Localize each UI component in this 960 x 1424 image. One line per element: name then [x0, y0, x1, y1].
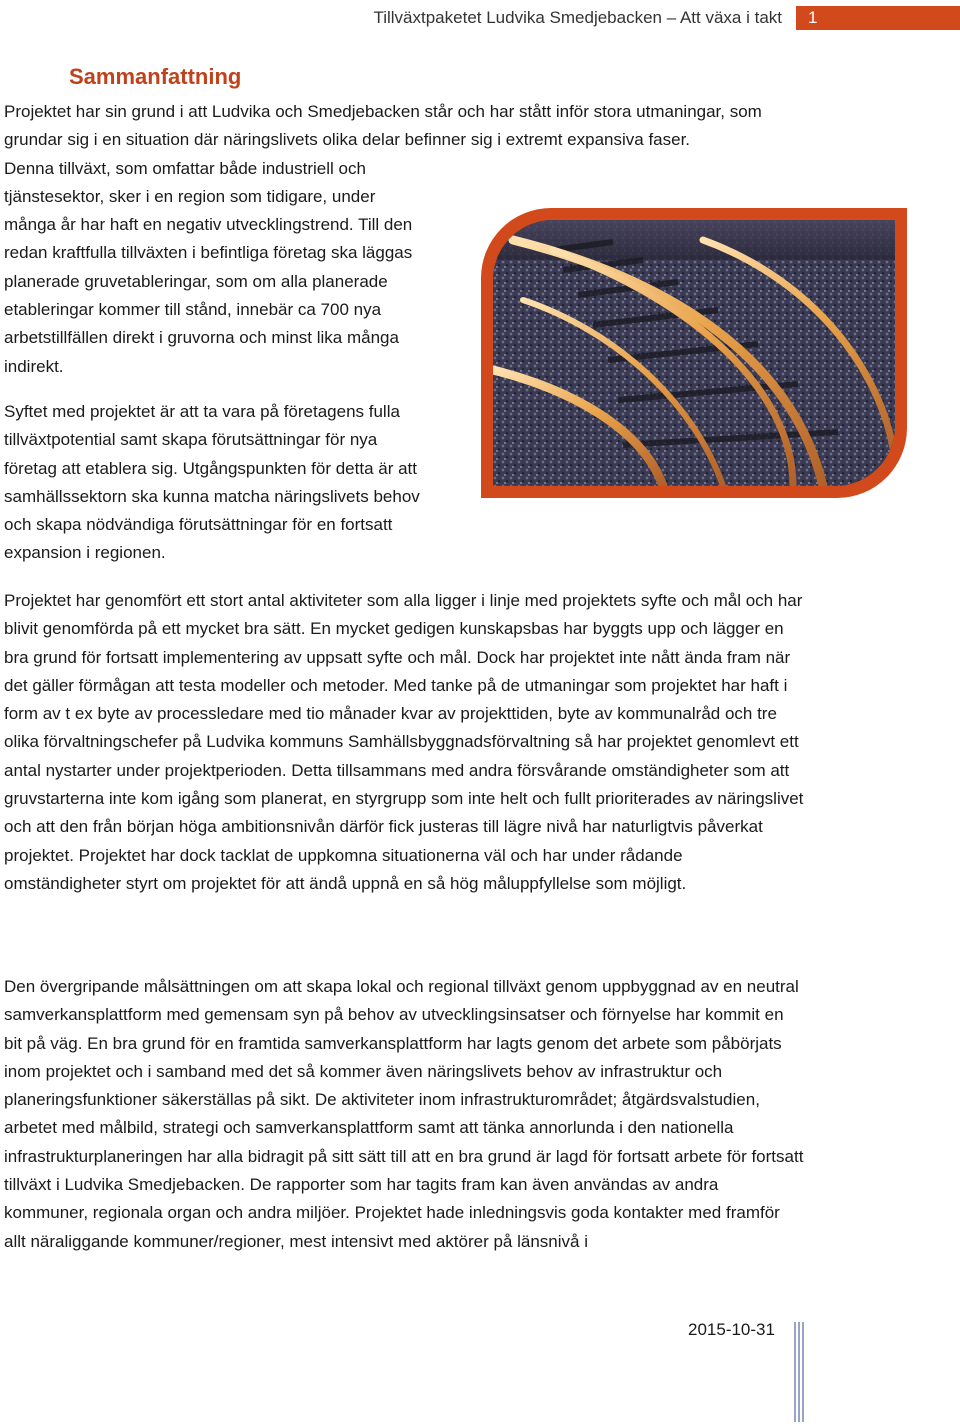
page-header: [0, 0, 960, 36]
page-number-badge: 1: [796, 6, 960, 30]
paragraph-purpose: Syftet med projektet är att ta vara på företagens fulla tillväxtpotential samt skapa förutsättningar för nya företag att etablera sig. Utgångspunkten för detta är att samhällssektorn ska kunna matcha näringslivets behov och skapa nödvändiga förutsättningar för en fortsatt expansion i regionen.: [4, 402, 420, 563]
railway-tracks-illustration: [493, 220, 895, 486]
document-title: Tillväxtpaketet Ludvika Smedjebacken – Att växa i takt: [373, 8, 782, 27]
paragraph-intro-wrapped: Denna tillväxt, som omfattar både industriell och tjänstesektor, sker i en region som tidigare, under många år har haft en negativ utvecklingstrend. Till den redan kraftfulla tillväxten i befintliga företag ska läggas planerade gruvetableringar, som om alla planerade etableringar kommer till stånd, innebär ca 700 nya arbetstillfällen direkt i gruvorna och minst lika många indirekt.: [4, 158, 413, 376]
railway-tracks-photo: [493, 220, 895, 486]
section-heading: Sammanfattning: [69, 64, 242, 89]
railway-photo-frame: [481, 208, 907, 498]
paragraph-activities: Projektet har genomfört ett stort antal aktiviteter som alla ligger i linje med projektets syfte och mål och har blivit genomförda på ett mycket bra sätt. En mycket gedigen kunskapsbas har byggts upp och lägger en bra grund för fortsatt implementering av uppsatt syfte och mål. Dock har projektet inte nått ända fram när det gäller förmågan att testa modeller och metoder. Med tanke på de utmaningar som projektet har haft i form av t ex byte av processledare med tio månader kvar av projekttiden, byte av kommunalråd och tre olika förvaltningschefer på Ludvika kommuns Samhällsbyggnadsförvaltning så har projektet genomlevt ett antal nystarter under projektperioden. Detta tillsammans med andra försvårande omständigheter som att gruvstarterna inte kom igång som planerat, en styrgrupp som inte helt och fullt prioriterades av näringslivet och att den från början höga ambitionsnivån därför fick justeras till lägre nivå har naturligtvis påverkat projektet. Projektet har dock tacklat de uppkomna situationerna väl och har under rådande omständigheter styrt om projektet för att ändå uppnå en så hög måluppfyllelse som möjligt.: [4, 591, 804, 893]
footer-decorative-lines: [794, 1322, 808, 1422]
footer-date: 2015-10-31: [688, 1320, 775, 1339]
paragraph-goals: Den övergripande målsättningen om att skapa lokal och regional tillväxt genom uppbyggnad av en neutral samverkansplattform med gemensam syn på behov av utvecklingsinsatser och förnyelse har kommit en bit på väg. En bra grund för en framtida samverkansplattform har lagts genom det arbete som påbörjats inom projektet och i samband med det så kommer även näringslivets behov av infrastruktur och planeringsfunktioner säkerställas på sikt. De aktiviteter inom infrastrukturområdet; åtgärdsvalstudien, arbetet med målbild, strategi och samverkansplattform samt att tänka annorlunda i den nationella infrastrukturplaneringen har alla bidragit på sitt sätt till att en bra grund är lagd för fortsatt arbete för fortsatt tillväxt i Ludvika Smedjebacken. De rapporter som har tagits fram kan även användas av andra kommuner, regionala organ och andra miljöer. Projektet hade inledningsvis goda kontakter med framför allt näraliggande kommuner/regioner, mest intensivt med aktörer på länsnivå i: [4, 977, 804, 1251]
paragraph-intro-full-width: Projektet har sin grund i att Ludvika och Smedjebacken står och har stått inför stora utmaningar, som grundar sig i en situation där näringslivets olika delar befinner sig i extremt expansiva faser.: [4, 102, 762, 150]
